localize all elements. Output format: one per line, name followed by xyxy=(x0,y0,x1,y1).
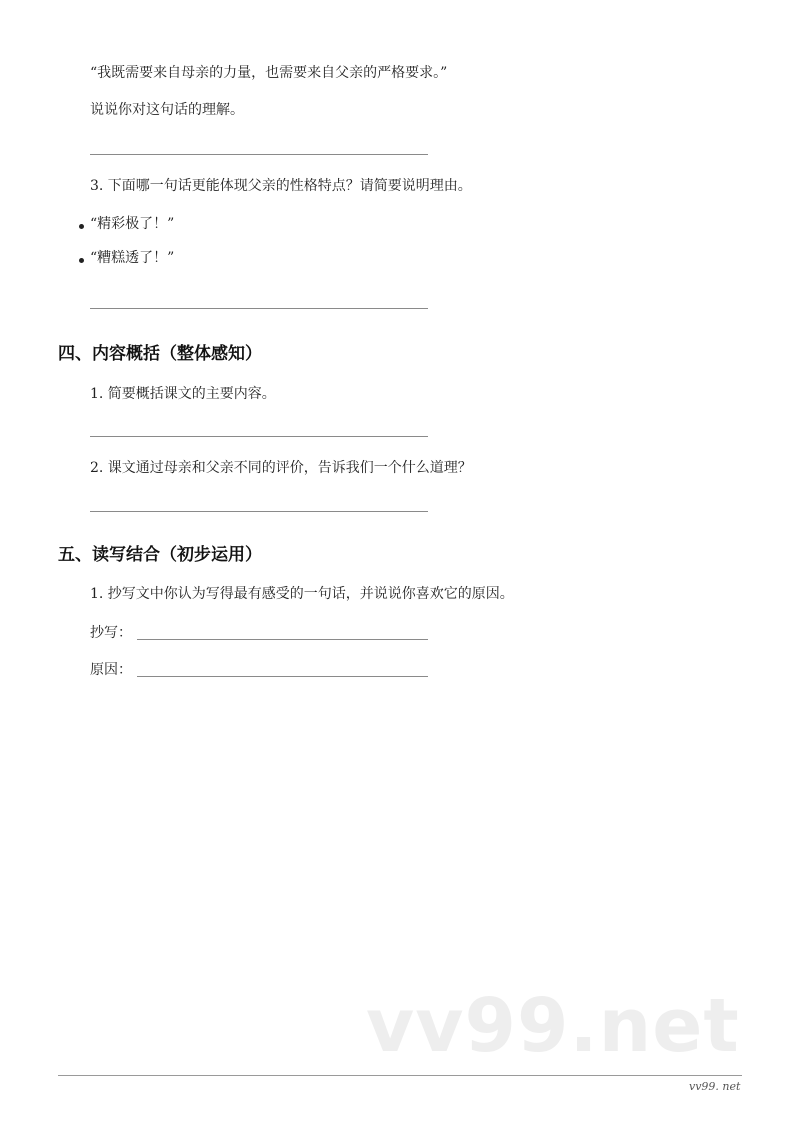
quote-question: “我既需要来自母亲的力量，也需要来自父亲的严格要求。” xyxy=(90,65,448,81)
bullet xyxy=(79,258,84,263)
answer-line xyxy=(90,436,428,437)
footer-rule xyxy=(58,1075,742,1076)
footer-site: vv99. net xyxy=(689,1080,741,1093)
option-item: “糟糕透了！” xyxy=(90,250,175,266)
answer-line xyxy=(90,511,428,512)
section-4-title: 四、内容概括（整体感知） xyxy=(58,344,262,364)
copy-answer-line xyxy=(137,639,428,640)
watermark: vv99.net xyxy=(366,983,740,1069)
section-5-title: 五、读写结合（初步运用） xyxy=(58,545,262,565)
section-4-question-2: 2. 课文通过母亲和父亲不同的评价，告诉我们一个什么道理？ xyxy=(90,460,472,476)
answer-line xyxy=(90,154,428,155)
reason-label: 原因： xyxy=(90,662,132,678)
question-3: 3. 下面哪一句话更能体现父亲的性格特点？请简要说明理由。 xyxy=(90,178,472,194)
section-4-question-1: 1. 简要概括课文的主要内容。 xyxy=(90,386,276,402)
quote-prompt: 说说你对这句话的理解。 xyxy=(90,102,244,118)
bullet xyxy=(79,224,84,229)
answer-line xyxy=(90,308,428,309)
section-5-question-1: 1. 抄写文中你认为写得最有感受的一句话，并说说你喜欢它的原因。 xyxy=(90,586,514,602)
option-item: “精彩极了！” xyxy=(90,216,175,232)
reason-answer-line xyxy=(137,676,428,677)
copy-label: 抄写： xyxy=(90,625,132,641)
